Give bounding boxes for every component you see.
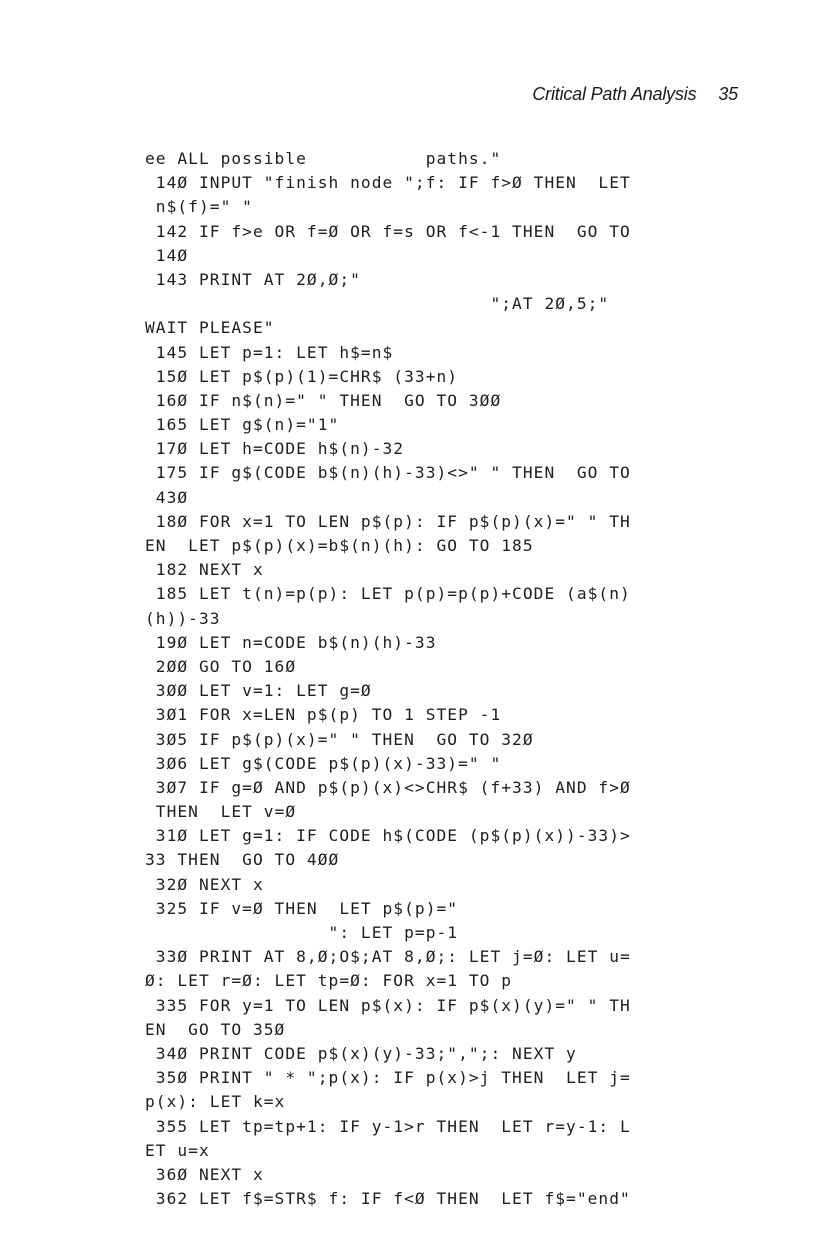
code-line: ET u=x: [145, 1140, 210, 1160]
code-line: (h))-33: [145, 608, 221, 628]
code-line: 175 IF g$(CODE b$(n)(h)-33)<>" " THEN GO TO: [145, 463, 631, 483]
code-line: 362 LET f$=STR$ f: IF f<Ø THEN LET f$="end": [145, 1189, 631, 1209]
code-line: THEN LET v=Ø: [145, 802, 297, 822]
code-line: 17Ø LET h=CODE h$(n)-32: [145, 439, 405, 459]
code-line: 3Ø5 IF p$(p)(x)=" " THEN GO TO 32Ø: [145, 729, 534, 749]
code-line: 3Ø6 LET g$(CODE p$(p)(x)-33)=" ": [145, 753, 502, 773]
code-line: ";AT 2Ø,5;": [145, 294, 610, 314]
code-line: EN LET p$(p)(x)=b$(n)(h): GO TO 185: [145, 536, 534, 555]
code-line: 18Ø FOR x=1 TO LEN p$(p): IF p$(p)(x)=" " TH: [145, 511, 631, 531]
code-line: 14Ø INPUT "finish node ";f: IF f>Ø THEN LET: [145, 173, 631, 193]
code-line: 33 THEN GO TO 4ØØ: [145, 850, 340, 870]
code-line: 16Ø IF n$(n)=" " THEN GO TO 3ØØ: [145, 390, 502, 410]
code-line: 143 PRINT AT 2Ø,Ø;": [145, 269, 361, 289]
code-line: n$(f)=" ": [145, 197, 253, 217]
code-line: 142 IF f>e OR f=Ø OR f=s OR f<-1 THEN GO TO: [145, 221, 631, 241]
code-line: p(x): LET k=x: [145, 1092, 286, 1112]
code-line: 15Ø LET p$(p)(1)=CHR$ (33+n): [145, 366, 459, 386]
code-line: 3ØØ LET v=1: LET g=Ø: [145, 681, 372, 701]
code-line: EN GO TO 35Ø: [145, 1019, 286, 1039]
page-number: 35: [718, 84, 738, 104]
code-line: 34Ø PRINT CODE p$(x)(y)-33;",";: NEXT y: [145, 1043, 577, 1063]
running-header: [532, 84, 738, 105]
code-line: 36Ø NEXT x: [145, 1164, 264, 1184]
code-line: Ø: LET r=Ø: LET tp=Ø: FOR x=1 TO p: [145, 971, 513, 991]
code-line: 43Ø: [145, 487, 189, 507]
code-line: 3Ø1 FOR x=LEN p$(p) TO 1 STEP -1: [145, 705, 502, 725]
code-line: 14Ø: [145, 245, 189, 265]
code-line: 145 LET p=1: LET h$=n$: [145, 342, 394, 362]
code-line: 325 IF v=Ø THEN LET p$(p)=": [145, 898, 459, 918]
code-line: 35Ø PRINT " * ";p(x): IF p(x)>j THEN LET j=: [145, 1068, 631, 1088]
code-line: 3Ø7 IF g=Ø AND p$(p)(x)<>CHR$ (f+33) AND f>Ø: [145, 777, 631, 797]
code-line: 19Ø LET n=CODE b$(n)(h)-33: [145, 632, 437, 652]
code-line: 33Ø PRINT AT 8,Ø;O$;AT 8,Ø;: LET j=Ø: LET u=: [145, 947, 631, 967]
code-line: 335 FOR y=1 TO LEN p$(x): IF p$(x)(y)=" " TH: [145, 995, 631, 1015]
code-line: 182 NEXT x: [145, 560, 264, 580]
code-line: 32Ø NEXT x: [145, 874, 264, 894]
code-line: ee ALL possible paths.": [145, 149, 502, 168]
running-title: Critical Path Analysis: [532, 84, 697, 104]
basic-program-listing: [145, 147, 765, 1211]
code-line: 2ØØ GO TO 16Ø: [145, 656, 297, 676]
code-line: 165 LET g$(n)="1": [145, 415, 340, 435]
code-line: WAIT PLEASE": [145, 318, 275, 338]
code-line: 31Ø LET g=1: IF CODE h$(CODE (p$(p)(x))-33)>: [145, 826, 631, 846]
code-line: ": LET p=p-1: [145, 923, 459, 942]
code-line: 355 LET tp=tp+1: IF y-1>r THEN LET r=y-1: L: [145, 1116, 631, 1136]
code-line: 185 LET t(n)=p(p): LET p(p)=p(p)+CODE (a$(n): [145, 584, 631, 604]
